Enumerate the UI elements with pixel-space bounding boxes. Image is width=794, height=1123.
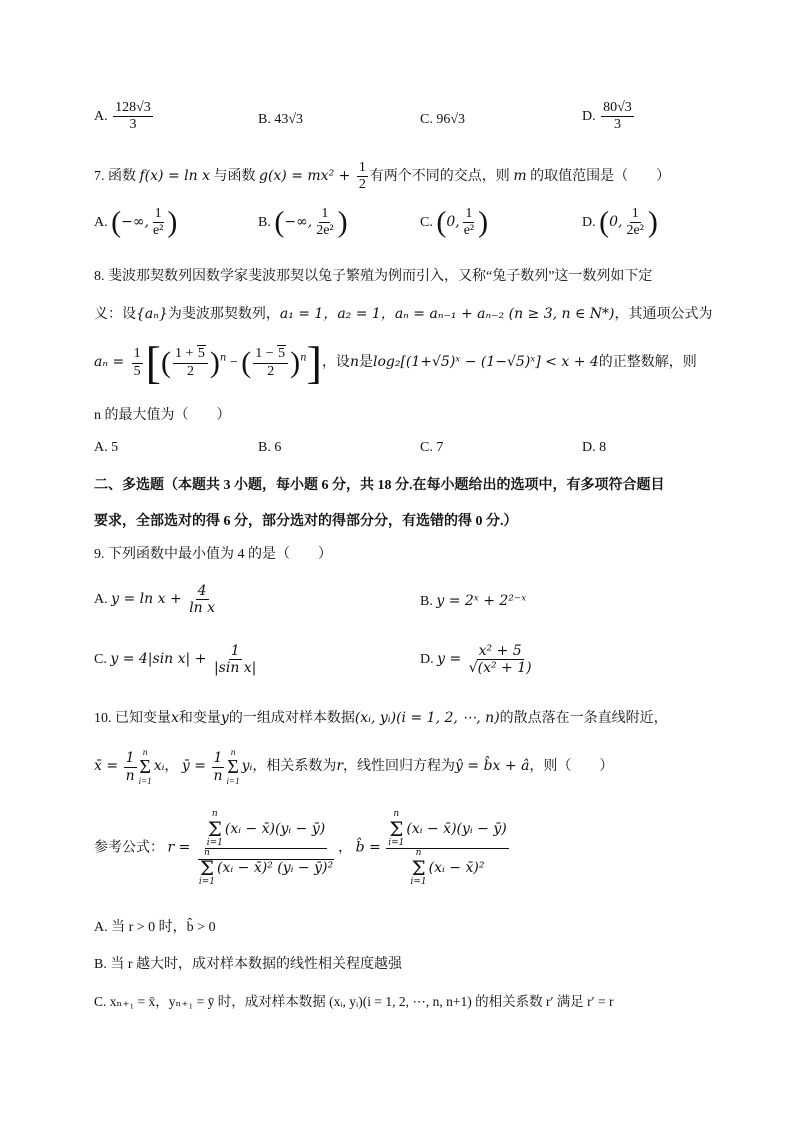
math-expression: xᵢ	[153, 758, 165, 775]
math-expression: log₂[(1+√5)ˣ − (1−√5)ˣ] < x + 4	[372, 354, 599, 371]
text: ，线性回归方程为	[343, 759, 456, 775]
fraction-denominator: (xᵢ − x̄)²	[428, 860, 485, 876]
option-letter: A.	[94, 591, 108, 607]
fraction-denominator: |sin x|	[213, 660, 257, 677]
q8-line-4	[94, 404, 231, 424]
fraction-numerator: 1	[230, 643, 240, 659]
q9-option-d	[420, 643, 536, 676]
q7-option-d: D. (0, $\frac{1}{\text{2e²}}$ )	[582, 205, 658, 239]
option-letter: C.	[420, 214, 433, 230]
option-letter: D.	[582, 214, 596, 230]
math-expression: y = 4|sin x| +	[110, 650, 207, 667]
math-variable: x	[171, 710, 179, 726]
text: ，设	[321, 355, 350, 371]
q8-option-c: C. 7	[420, 440, 444, 455]
interval-left: −∞,	[121, 213, 149, 230]
text: 的散点落在一条直线附近，	[499, 711, 668, 726]
text: 为斐波那契数列，	[167, 307, 280, 322]
option-letter: C.	[420, 112, 433, 127]
option-text: 43√3	[274, 112, 304, 127]
math-expression: y = ln x +	[111, 590, 182, 607]
q7-option-c: C. (0, $\frac{1}{\text{e²}}$ )	[420, 205, 489, 239]
math-expression: {aₙ}	[136, 306, 168, 322]
q7-option-a: A. (−∞, $\frac{1}{\text{e²}}$ )	[94, 205, 178, 239]
text: 和变量	[178, 711, 221, 726]
q10-option-a: A. 当 r > 0 时，b̂ > 0	[94, 920, 216, 935]
text: 10. 已知变量	[94, 711, 171, 726]
fraction-numerator: 80√3	[601, 100, 634, 117]
fraction-denominator: ln x	[189, 600, 216, 617]
q10-option-c: C. xₙ₊₁ = x̄，yₙ₊₁ = ȳ 时，成对样本数据 (xᵢ, yᵢ)(i = 1, 2, ⋯, n, n+1) 的相关系数 r′ 满足 r′ = r	[94, 994, 614, 1009]
q8-option-a: A. 5	[94, 440, 119, 455]
math-expression: ŷ = b̂x + â	[455, 758, 530, 775]
text: 的正整数解，则	[598, 355, 697, 371]
text: 有两个不同的交点，则	[369, 168, 510, 184]
q9-stem: 9. 下列函数中最小值为 4 的是（ ）	[94, 547, 332, 562]
q9-option-c	[94, 643, 260, 676]
math-variable: n	[349, 354, 359, 371]
fraction-numerator: 4	[197, 583, 207, 599]
q6-option-a	[94, 100, 155, 133]
fraction-numerator: 1	[357, 160, 368, 177]
text: 的取值范围是（ ）	[530, 168, 671, 184]
fraction-denominator: e²	[463, 223, 475, 239]
math-expression: yᵢ	[241, 758, 253, 775]
q9-option-a	[94, 583, 219, 616]
fraction-denominator: √(x² + 1)	[468, 660, 532, 677]
q6-option-b	[258, 112, 303, 128]
option-letter: A.	[94, 214, 108, 230]
math-expression: aₙ =	[94, 354, 129, 371]
option-letter: B.	[258, 112, 271, 127]
fraction-denominator: (xᵢ − x̄)² (yᵢ − ȳ)²	[217, 860, 334, 876]
text: 参考公式：	[94, 840, 164, 856]
fraction-numerator: 1	[153, 206, 164, 223]
text: 斐波那契数列因数学家斐波那契以兔子繁殖为例而引入，又称“兔子数列”这一数列如下定	[108, 269, 653, 284]
math-expression: r =	[167, 839, 191, 856]
text: 函数	[108, 168, 136, 184]
q10-option-b: B. 当 r 越大时，成对样本数据的线性相关程度越强	[94, 957, 402, 972]
section-2-heading-line-1: 二、多选题（本题共 3 小题，每小题 6 分，共 18 分.在每小题给出的选项中，有多项符合题目	[94, 478, 665, 493]
math-expression: f(x) = ln x	[139, 167, 210, 184]
q6-option-c	[420, 112, 465, 128]
option-letter: B.	[258, 214, 271, 230]
text: 是	[358, 355, 373, 371]
fraction-numerator: 1	[319, 206, 330, 223]
text: ，相关系数为	[252, 759, 337, 775]
question-number: 8.	[94, 269, 105, 284]
q7-option-b: B. (−∞, $\frac{1}{\text{2e²}}$ )	[258, 205, 348, 239]
math-expression: y =	[437, 650, 462, 667]
math-expression: y = 2ˣ + 2²⁻ˣ	[436, 593, 527, 609]
option-letter: D.	[420, 651, 434, 667]
section-2-heading-line-2: 要求，全部选对的得 6 分，部分选对的得部分分，有选错的得 0 分.）	[94, 514, 518, 529]
math-expression: (xᵢ, yᵢ)(i = 1, 2, ⋯, n)	[354, 710, 500, 726]
q10-line-2: x̄ = $\frac{1}{n}$ n Σ i=1 xᵢ， ȳ = $\frac{1}{n}$ n Σ i=1 yᵢ，相关系数为r，线性回归方程为ŷ = b̂x + â，则（ ）	[94, 747, 614, 786]
fraction-numerator: x² + 5	[478, 643, 522, 659]
text: ，其通项公式为	[614, 307, 713, 322]
option-letter: C.	[94, 651, 107, 667]
math-expression: ȳ =	[181, 758, 206, 775]
option-letter: A.	[94, 108, 108, 124]
q10-line-1	[94, 707, 668, 727]
fraction-numerator: 1	[630, 206, 641, 223]
math-expression: a₁ = 1，a₂ = 1，aₙ = aₙ₋₁ + aₙ₋₂ (n ≥ 3, n ∈ N*)	[279, 306, 615, 322]
math-variable: y	[220, 710, 229, 726]
option-text: 96√3	[436, 112, 466, 127]
fraction-denominator: 2e²	[316, 223, 334, 239]
text: 义：设	[94, 307, 136, 322]
math-variable: m	[513, 167, 527, 184]
q7-stem	[94, 160, 670, 193]
math-expression: x̄ =	[94, 758, 119, 775]
math-variable: r	[336, 758, 344, 775]
question-number: 7.	[94, 168, 105, 184]
text: 的一组成对样本数据	[228, 711, 355, 726]
option-letter: D.	[582, 108, 596, 124]
text: 与函数	[213, 168, 256, 184]
q8-line-3: aₙ = $\frac{1}{5}$ [( $\frac{1 + 5}{2}$ )$^n$ − ( $\frac{1 - 5}{2}$ )$^n$]，设n是log₂[(1+√5)ˣ − (1−√5)ˣ] < x + 4的正整数解，则	[94, 337, 697, 388]
fraction-denominator: 3	[613, 117, 621, 133]
math-expression: b̂ =	[355, 839, 381, 856]
option-letter: B.	[420, 594, 433, 609]
interval-left: −∞,	[284, 213, 313, 230]
q9-option-b	[420, 593, 526, 610]
math-expression: g(x) = mx² +	[258, 167, 355, 184]
fraction-numerator: 1	[463, 206, 474, 223]
fraction-denominator: 2e²	[626, 223, 644, 239]
fraction-denominator: e²	[152, 223, 164, 239]
text: n 的最大值为（ ）	[94, 408, 231, 423]
fraction-denominator: 2	[358, 177, 366, 193]
text: ，则（ ）	[529, 759, 614, 775]
fraction-numerator: 128√3	[113, 100, 153, 117]
fraction-numerator: (xᵢ − x̄)(yᵢ − ȳ)	[224, 821, 326, 837]
interval-left: 0,	[446, 213, 460, 230]
q8-option-d: D. 8	[582, 440, 607, 455]
fraction-numerator: (xᵢ − x̄)(yᵢ − ȳ)	[406, 821, 507, 837]
q8-line-2	[94, 303, 713, 323]
q8-line-1	[94, 265, 652, 285]
interval-left: 0,	[609, 213, 623, 230]
fraction-denominator: 3	[129, 117, 137, 133]
q8-option-b: B. 6	[258, 440, 282, 455]
q10-reference-formula: 参考公式： r = n Σ i=1 (xᵢ − x̄)(yᵢ − ȳ) n Σ i=1 (xᵢ − x̄)² (yᵢ − ȳ)² ， b̂ = n Σ i=1 (xᵢ − x̄)(yᵢ − ȳ) n Σ i=1 (xᵢ − x̄)²	[94, 809, 507, 887]
q6-option-d	[582, 100, 636, 133]
